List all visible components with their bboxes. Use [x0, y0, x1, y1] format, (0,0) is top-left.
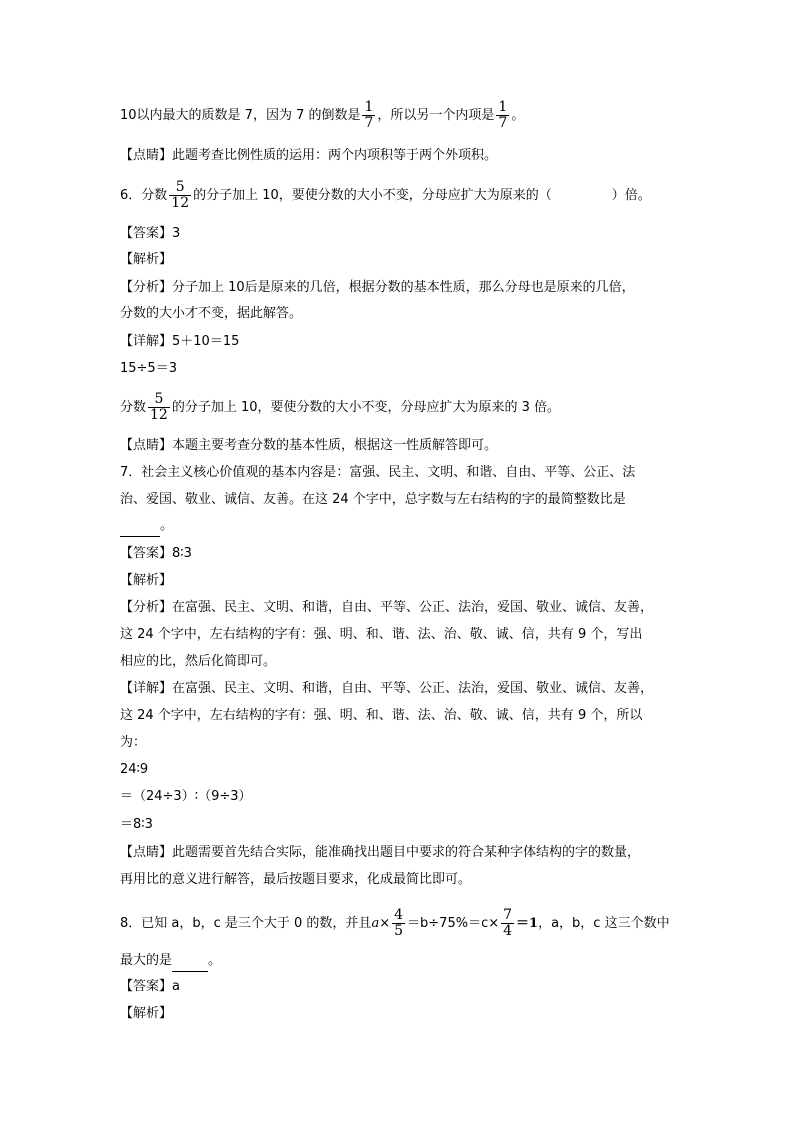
q5-reason-text-1: 10以内最大的质数是 7，因为 7 的倒数是 — [120, 108, 361, 123]
q7-answer: 【答案】8∶3 — [120, 546, 192, 561]
q7-xiangjie-1: 【详解】在富强、民主、文明、和谐，自由、平等、公正、法治，爱国、敬业、诚信、友善， — [120, 681, 654, 696]
q5-reason-line — [120, 100, 524, 131]
q7-jiexi: 【解析】 — [120, 573, 173, 588]
q6-conclusion-fraction: $\frac{5}{12}$ — [150, 391, 168, 423]
q6-dianjing: 【点睛】本题主要考查分数的基本性质，根据这一性质解答即可。 — [120, 438, 498, 453]
q5-dianjing: 【点睛】此题考查比例性质的运用：两个内项积等于两个外项积。 — [120, 148, 498, 163]
q8-question-line-1: 8．已知 a，b，c 是三个大于 0 的数，并且a× $\frac{4}{5}$ ＝b÷75%＝c× $\frac{7}{4}$ ＝1，a，b，c 这三个数中 — [120, 907, 670, 939]
q7-answer-blank — [120, 516, 160, 537]
q8-answer-blank — [172, 951, 208, 972]
q7-fenxi-1: 【分析】在富强、民主、文明、和谐，自由、平等、公正、法治，爱国、敬业、诚信、友善， — [120, 600, 654, 615]
q8-answer: 【答案】a — [120, 979, 180, 994]
q8-fraction-4-5: $\frac{4}{5}$ — [394, 907, 404, 939]
q7-question-line-3: 。 — [120, 516, 173, 537]
q5-inner-term-fraction: $\frac{1}{7}$ — [498, 99, 508, 131]
q6-question-line: 6．分数 $\frac{5}{12}$ 的分子加上 10，要使分数的大小不变，分母应扩大为原来的（ ）倍。 — [120, 179, 651, 211]
q7-fenxi-3: 相应的比，然后化简即可。 — [120, 654, 277, 669]
q8-question-line-2: 最大的是 。 — [120, 951, 221, 972]
q7-calc-3: ＝8∶3 — [120, 817, 153, 832]
q8-jiexi: 【解析】 — [120, 1006, 173, 1021]
q8-variable-a: a — [371, 916, 380, 931]
q5-reciprocal-fraction: $\frac{1}{7}$ — [364, 99, 374, 131]
q7-xiangjie-3: 为： — [120, 735, 147, 750]
q7-calc-2: ＝（24÷3）∶（9÷3） — [120, 789, 252, 804]
q8-fraction-7-4: $\frac{7}{4}$ — [503, 907, 513, 939]
q6-jiexi: 【解析】 — [120, 252, 173, 267]
q7-fenxi-2: 这 24 个字中，左右结构的字有：强、明、和、谐、法、治、敬、诚、信，共有 9 个，写出 — [120, 627, 643, 642]
q7-dianjing-2: 再用比的意义进行解答，最后按题目要求，化成最简比即可。 — [120, 872, 472, 887]
q6-fenxi-2: 分数的大小才不变，据此解答。 — [120, 306, 303, 321]
q7-question-line-2: 治、爱国、敬业、诚信、友善。在这 24 个字中，总字数与左右结构的字的最简整数比是 — [120, 492, 626, 507]
q6-answer: 【答案】3 — [120, 226, 181, 241]
q6-conclusion-line: 分数 $\frac{5}{12}$ 的分子加上 10，要使分数的大小不变，分母应扩大为原来的 3 倍。 — [120, 391, 561, 423]
q7-dianjing-1: 【点睛】此题需要首先结合实际，能准确找出题目中要求的符合某种字体结构的字的数量， — [120, 845, 641, 860]
q7-calc-1: 24∶9 — [120, 762, 149, 777]
q5-reason-text-3: 。 — [511, 108, 525, 123]
q7-question-line-1: 7．社会主义核心价值观的基本内容是：富强、民主、文明、和谐、自由、平等、公正、法 — [120, 465, 636, 480]
q6-question-fraction: $\frac{5}{12}$ — [171, 179, 190, 211]
q7-xiangjie-2: 这 24 个字中，左右结构的字有：强、明、和、谐、法、治、敬、诚、信，共有 9 个，所以 — [120, 708, 643, 723]
q8-equals-one: ＝1 — [516, 916, 539, 931]
q6-xiangjie-1: 【详解】5＋10＝15 — [120, 334, 240, 349]
q6-fenxi-1: 【分析】分子加上 10后是原来的几倍，根据分数的基本性质，那么分母也是原来的几倍， — [120, 280, 635, 295]
q6-xiangjie-2: 15÷5＝3 — [120, 361, 177, 376]
q5-reason-text-2: ，所以另一个内项是 — [377, 108, 495, 123]
